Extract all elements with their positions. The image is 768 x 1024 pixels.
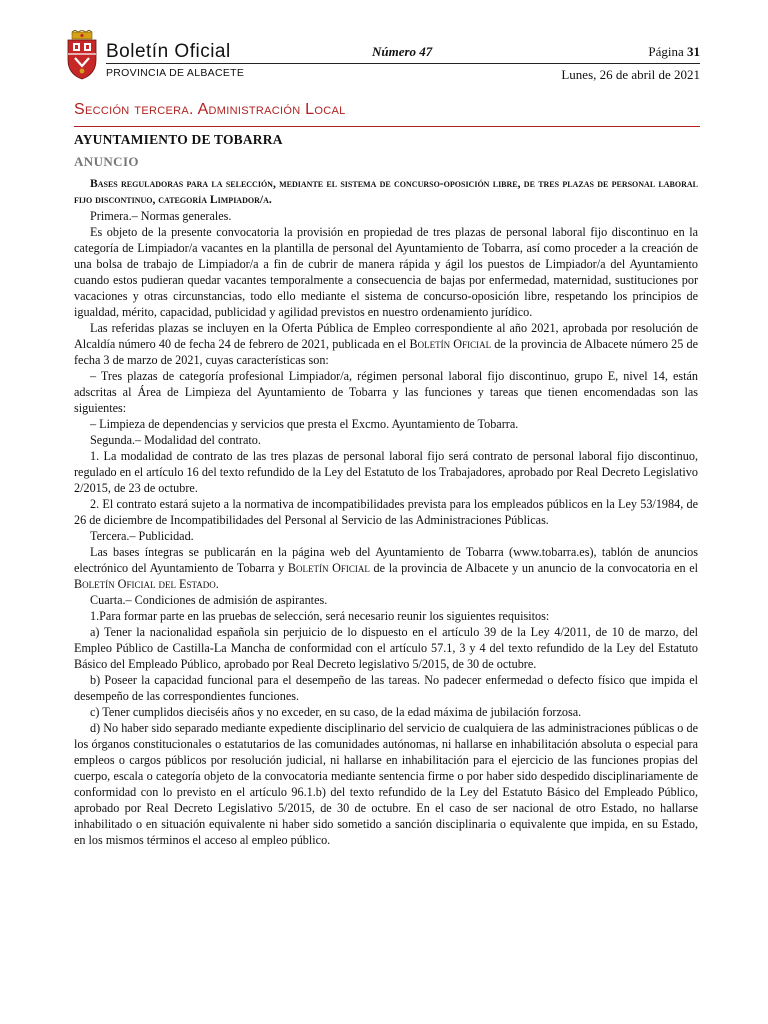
page-number-value: 31: [687, 44, 700, 59]
bulletin-title: Boletín Oficial: [106, 41, 231, 62]
issue-number: Número 47: [372, 44, 433, 59]
publication-date: Lunes, 26 de abril de 2021: [561, 67, 700, 82]
paragraph: a) Tener la nacionalidad española sin perjuicio de lo dispuesto en el artículo 39 de la Ley 4/2011, de 10 de marzo, del Empleo Público de Castilla-La Mancha de conformidad con el artículo 57.1, 3 y 4 del texto refundido de la Ley del Estatuto Básico del Empleado Público, aprobado por Real Decreto legislativo 5/2015, de 30 de octubre.: [74, 625, 698, 671]
coat-of-arms-icon: [65, 30, 99, 80]
text-run: de la provincia de Albacete número 25 de fecha 3 de marzo de 2021, cuyas características son:: [74, 337, 698, 367]
paragraph: [74, 544, 698, 592]
page-number: [648, 44, 700, 60]
paragraph: c) Tener cumplidos dieciséis años y no exceder, en su caso, de la edad máxima de jubilación forzosa.: [90, 705, 582, 719]
paragraph: Primera.– Normas generales.: [90, 209, 232, 223]
section-heading: Sección tercera. Administración Local: [74, 101, 346, 118]
header-divider: [240, 63, 700, 64]
paragraph: d) No haber sido separado mediante expediente disciplinario del servicio de cualquiera de las administraciones públicas o de los órganos constitucionales o estatutarios de las comunidades autónomas, ni hallarse en inhabilitación absoluta o especial para empleos o cargos públicos por resolución judicial, ni hallarse en inhabilitación para el ejercicio de las funciones propias del cuerpo, escala o categoría objeto de la convocatoria mediante sentencia firme o por haber sido despedido disciplinariamente de conformidad con lo previsto en el artículo 96.1.b) del texto refundido de la Ley del Estatuto Básico del Empleado Público, aprobado por Real Decreto Legislativo 5/2015, de 30 de octubre. En el caso de ser nacional de otro Estado, no hallarse inhabilitado o en situación equivalente ni haber sido sometido a sanción disciplinaria o equivalente que impida, en su Estado, en los mismos términos el acceso al empleo público.: [74, 721, 698, 847]
state-bulletin-reference: Boletín Oficial del Estado: [74, 577, 216, 591]
text-run: de la provincia de Albacete y un anuncio de la convocatoria en el: [369, 561, 699, 575]
section-divider: [74, 126, 700, 127]
paragraph: Segunda.– Modalidad del contrato.: [90, 433, 261, 447]
paragraph: Cuarta.– Condiciones de admisión de aspirantes.: [90, 593, 328, 607]
paragraph: – Tres plazas de categoría profesional Limpiador/a, régimen personal laboral fijo discontinuo, grupo E, nivel 14, están adscritas al Área de Limpieza del Ayuntamiento de Tobarra y las funciones y tareas que tienen encomendadas son las siguientes:: [74, 369, 698, 415]
paragraph: 2. El contrato estará sujeto a la normativa de incompatibilidades prevista para los empleados públicos en la Ley 53/1984, de 26 de diciembre de Incompatibilidades del Personal al Servicio de las Administraciones Públicas.: [74, 497, 698, 527]
paragraph: – Limpieza de dependencias y servicios que presta el Excmo. Ayuntamiento de Tobarra.: [90, 417, 519, 431]
text-run: .: [215, 577, 219, 591]
organization-name: AYUNTAMIENTO DE TOBARRA: [74, 132, 283, 147]
paragraph: [74, 320, 698, 368]
page-label: Página: [648, 44, 684, 59]
paragraph: 1.Para formar parte en las pruebas de selección, será necesario reunir los siguientes requisitos:: [90, 609, 550, 623]
bulletin-province: PROVINCIA DE ALBACETE: [106, 67, 245, 79]
notice-body: [74, 132, 698, 848]
paragraph: b) Poseer la capacidad funcional para el desempeño de las tareas. No padecer enfermedad o defecto físico que impida el desempeño de las correspondientes funciones.: [74, 673, 698, 703]
paragraph: 1. La modalidad de contrato de las tres plazas de personal laboral fijo será contrato de personal laboral fijo discontinuo, regulado en el artículo 16 del texto refundido de la Ley del Estatuto de los Trabajadores, aprobado por Real Decreto Legislativo 2/2015, de 23 de octubre.: [74, 449, 698, 495]
bulletin-reference: Boletín Oficial: [409, 337, 492, 351]
text-run: Las referidas plazas se incluyen en la Oferta Pública de Empleo correspondiente al año 2021, aprobada por resolución de Alcaldía número 40 de fecha 24 de febrero de 2021, publicada en el: [74, 321, 698, 351]
text-run: Las bases íntegras se publicarán en la página web del Ayuntamiento de Tobarra (www.tobarra.es), tablón de anuncios electrónico del Ayuntamiento de Tobarra y: [74, 545, 698, 575]
paragraph: Es objeto de la presente convocatoria la provisión en propiedad de tres plazas de personal laboral fijo discontinuo en la categoría de Limpiador/a vacantes en la plantilla de personal del Ayuntamiento de Tobarra, así como proceder a la creación de una bolsa de trabajo de Limpiador/a a fin de cubrir de manera rápida y ágil los puestos de Limpiador/a del Ayuntamiento cuando estos pudieran quedar vacantes temporalmente a consecuencia de bajas por enfermedad, maternidad, sustituciones por vacaciones y otras circunstancias, todo ello mediante el sistema de concurso-oposición libre, respetando los principios de igualdad, mérito, capacidad, publicidad y agilidad previstos en nuestro ordenamiento jurídico.: [74, 225, 698, 319]
title-divider: [106, 63, 240, 64]
bulletin-reference: Boletín Oficial: [287, 561, 370, 575]
notice-type: ANUNCIO: [74, 154, 139, 169]
paragraph: Tercera.– Publicidad.: [90, 529, 194, 543]
notice-title: Bases reguladoras para la selección, mediante el sistema de concurso-oposición libre, de tres plazas de personal laboral fijo discontinuo, categoría Limpiador/a.: [74, 177, 698, 206]
